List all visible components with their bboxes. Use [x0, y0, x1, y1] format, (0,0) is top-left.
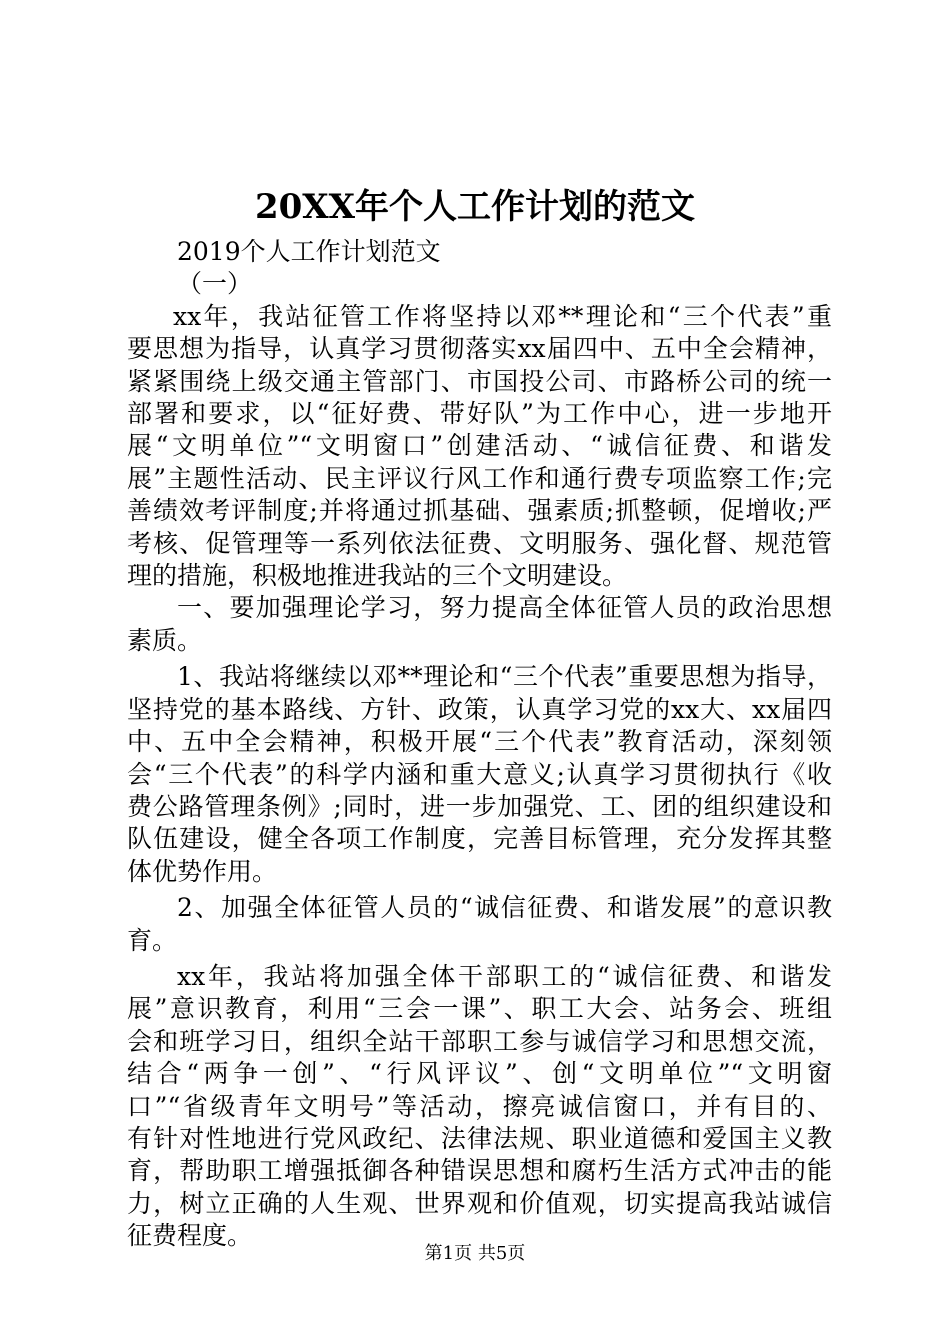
- heading-line: 2、加强全体征管人员的“诚信征费、和谐发展”的意识教: [177, 893, 832, 923]
- paragraph-line: 部署和要求，以“征好费、带好队”为工作中心，进一步地开: [127, 399, 832, 429]
- paragraph-line: xx年，我站征管工作将坚持以邓**理论和“三个代表”重: [173, 301, 832, 331]
- page-number-footer: 第1页 共5页: [424, 1243, 526, 1264]
- subtitle: 2019个人工作计划范文: [177, 237, 441, 266]
- paragraph-line: 1、我站将继续以邓**理论和“三个代表”重要思想为指导，: [177, 662, 832, 692]
- paragraph-1: [127, 301, 832, 593]
- paragraph-line: 会“三个代表”的科学内涵和重大意义;认真学习贯彻执行《收: [127, 759, 832, 789]
- paragraph-line: 要思想为指导，认真学习贯彻落实xx届四中、五中全会精神，: [127, 334, 832, 364]
- paragraph-line: 坚持党的基本路线、方针、政策，认真学习党的xx大、xx届四: [127, 694, 832, 724]
- paragraph-3: [127, 961, 832, 1253]
- paragraph-line: 力，树立正确的人生观、世界观和价值观，切实提高我站诚信: [127, 1188, 832, 1218]
- heading-line: 育。: [127, 925, 178, 955]
- paragraph-line: 队伍建设，健全各项工作制度，完善目标管理，充分发挥其整: [127, 824, 832, 854]
- paragraph-line: 理的措施，积极地推进我站的三个文明建设。: [127, 561, 628, 591]
- paragraph-line: 体优势作用。: [127, 856, 278, 886]
- paragraph-line: 中、五中全会精神，积极开展“三个代表”教育活动，深刻领: [127, 727, 832, 757]
- paragraph-line: 费公路管理条例》;同时，进一步加强党、工、团的组织建设和: [127, 791, 832, 821]
- paragraph-2: [127, 661, 832, 888]
- paragraph-line: 考核、促管理等一系列依法征费、文明服务、强化督、规范管: [127, 528, 832, 558]
- paragraph-line: 展“文明单位”“文明窗口”创建活动、“诚信征费、和谐发: [127, 431, 832, 461]
- paragraph-line: 善绩效考评制度;并将通过抓基础、强素质;抓整顿，促增收;严: [127, 496, 832, 526]
- paragraph-line: 会和班学习日，组织全站干部职工参与诚信学习和思想交流，: [127, 1026, 832, 1056]
- paragraph-line: 结合“两争一创”、“行风评议”、创“文明单位”“文明窗: [127, 1059, 832, 1089]
- section-number: （一）: [177, 269, 253, 299]
- paragraph-line: 征费程度。: [127, 1221, 253, 1251]
- paragraph-line: 育，帮助职工增强抵御各种错误思想和腐朽生活方式冲击的能: [127, 1156, 832, 1186]
- heading-1: [127, 592, 832, 657]
- document-title: 20XX年个人工作计划的范文: [254, 187, 696, 227]
- heading-line: 素质。: [127, 625, 203, 655]
- heading-line: 一、要加强理论学习，努力提高全体征管人员的政治思想: [177, 593, 832, 623]
- paragraph-line: 展”意识教育，利用“三会一课”、职工大会、站务会、班组: [127, 994, 832, 1024]
- paragraph-line: 展”主题性活动、民主评议行风工作和通行费专项监察工作;完: [127, 463, 832, 493]
- paragraph-line: xx年，我站将加强全体干部职工的“诚信征费、和谐发: [177, 961, 832, 991]
- heading-2: [127, 892, 832, 957]
- paragraph-line: 紧紧围绕上级交通主管部门、市国投公司、市路桥公司的统一: [127, 366, 832, 396]
- paragraph-line: 口”“省级青年文明号”等活动，擦亮诚信窗口，并有目的、: [127, 1091, 832, 1121]
- document-body: [127, 236, 832, 1253]
- paragraph-line: 有针对性地进行党风政纪、法律法规、职业道德和爱国主义教: [127, 1123, 832, 1153]
